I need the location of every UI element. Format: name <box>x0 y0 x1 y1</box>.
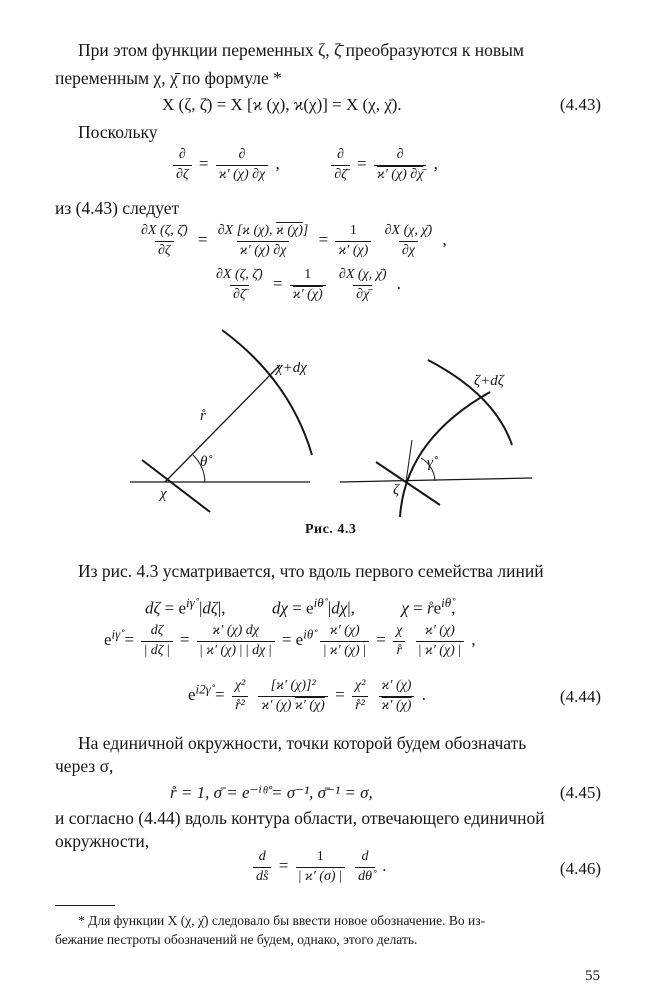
left-label-angle: θ̊ <box>200 454 208 470</box>
para1-line1: При этом функции переменных ζ, ζ̄ преобразуются к новым <box>78 40 524 60</box>
poskolku-text: Поскольку <box>78 122 158 142</box>
figure-caption: Рис. 4.3 <box>305 522 357 537</box>
equation-number-4-43: (4.43) <box>559 95 601 114</box>
footnote-line1: * Для функции X (χ, χ̄) следовало бы ввести новое обозначение. Во из- <box>78 913 486 928</box>
equation-4-45: r̊ = 1, σ̄ = e⁻ⁱᶿ̊ = σ⁻¹, σ̄⁻¹ = σ, <box>170 783 373 802</box>
right-curve-main <box>400 392 490 517</box>
derivative-equation-1: $\frac{\partial X (\zeta, \zetā)}{\partial\zeta}$ = $\frac{\partial X [ϰ (\chi), ϰ (\chi)]}{ϰ' (\chi) \partial\chi}$ = $\frac{1}{ϰ' (\chi)}$ $\frac{\partial X (\chi, \chī)}{\partial\chi}$ , <box>141 223 447 258</box>
equation-number-4-45: (4.45) <box>559 783 601 802</box>
right-label-point: ζ <box>393 482 400 498</box>
footnote-rule <box>55 905 115 906</box>
para3-line2: через σ, <box>55 756 114 776</box>
left-label-point-end: χ+dχ <box>276 360 307 376</box>
left-label-radius: r̊ <box>200 408 206 424</box>
equation-4-46: $\frac{d}{ds̊}$ = $\frac{1}{| ϰ' (\sigma) |}$ $\frac{d}{d\thetå}$ . <box>250 850 386 884</box>
right-label-angle: γ̊ <box>427 455 433 471</box>
para1-line2: переменным χ, χ̄ по формуле * <box>55 68 282 88</box>
para4-line1: и согласно (4.44) вдоль контура области, отвечающего единичной <box>55 808 545 828</box>
page-number: 55 <box>585 968 600 984</box>
iz-443-text: из (4.43) следует <box>55 198 180 218</box>
para4-line2: окружности, <box>55 831 150 851</box>
exponent-relation: $e^{i\gammå}$ = $\frac{d\zeta}{| d\zeta |}$ = $\frac{ϰ' (\chi) d\chi}{| ϰ' (\chi) | | d\chi |}$ = $e^{i\thetå}$ $\frac{ϰ' (\chi)}{| ϰ' (\chi) |}$ = $\frac{\chi}{r̊}$ $\frac{ϰ' (\chi)}{| ϰ' (\chi) |}$ , <box>104 623 476 658</box>
left-curve-far <box>222 330 312 455</box>
left-label-point: χ <box>160 486 167 502</box>
para3-line1: На единичной окружности, точки которой будем обозначать <box>78 733 527 753</box>
equation-4-43: X (ζ, ζ̄) = X [ϰ (χ), ϰ(χ)] = X (χ, χ̄). <box>162 95 402 114</box>
right-label-point-end: ζ+dζ <box>474 373 504 389</box>
equation-number-4-44: (4.44) <box>559 687 601 706</box>
derivative-relations: $\frac{\partial}{\partial\zeta}$ = $\frac{\partial}{ϰ' (\chi) \partial\chi}$ , $\frac{\partial}{\partial\zetā}$ = $\frac{\partial}{ϰ' (\chi) \partial\chī}$ , <box>170 148 438 182</box>
right-horizontal-axis <box>340 478 532 482</box>
differential-relations: $d\zeta = e^{i\gammå}$ |dζ|, $d\chi = e^{i\thetå}$ |dχ|, $\chi = r̊e^{i\thetå}$, <box>145 595 456 618</box>
derivative-equation-2: $\frac{\partial X (\zeta, \zetā)}{\partial\zetā}$ = $\frac{1}{ϰ' (\chi)}$ $\frac{\partial X (\chi, \chī)}{\partial\chī}$ . <box>216 267 402 302</box>
footnote-line2: бежание пестроты обозначений не будем, однако, этого делать. <box>55 932 418 947</box>
para2-text: Из рис. 4.3 усматривается, что вдоль первого семейства линий <box>78 561 544 581</box>
left-radius-line <box>165 365 280 482</box>
equation-number-4-46: (4.46) <box>559 859 601 878</box>
equation-4-44: $e^{i2\gammå}$ = $\frac{\text{χ²}}{\text{r̊²}}$ $\frac{\text{[ϰ′ (χ)]²}}{ϰ' (\chi) ϰ' (\chi)}$ = $\frac{\text{χ²}}{\text{r̊²}}$ $\frac{ϰ' (\chi)}{ϰ' (\chi)}$ . <box>188 678 426 713</box>
